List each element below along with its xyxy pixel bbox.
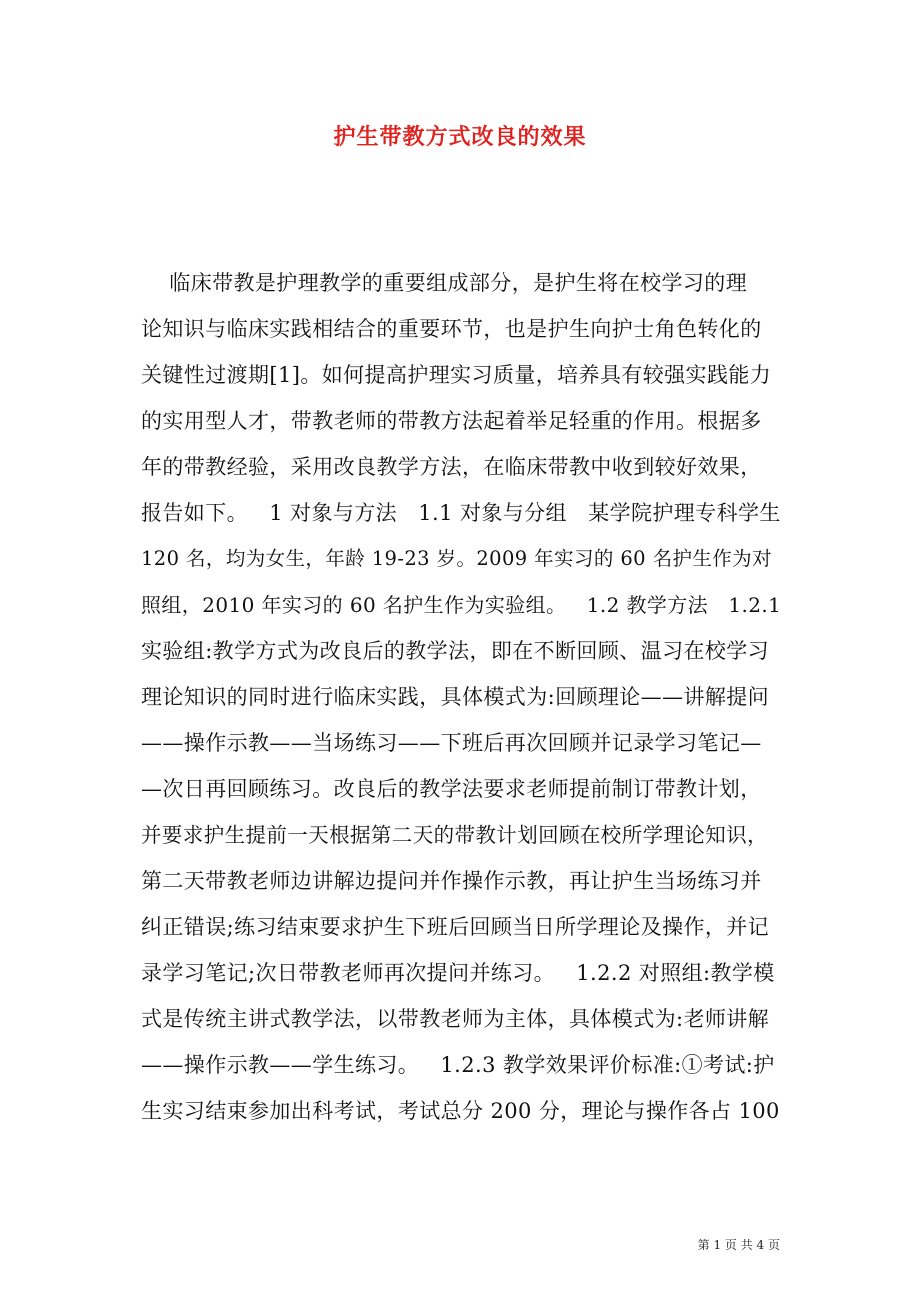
body-line: ——操作示教——当场练习——下班后再次回顾并记录学习笔记— — [141, 731, 762, 755]
body-line: ——操作示教——学生练习。 1.2.3 教学效果评价标准:①考试:护 — [141, 1053, 775, 1077]
body-line: 报告如下。 1 对象与方法 1.1 对象与分组 某学院护理专科学生 — [141, 501, 781, 525]
body-line: 的实用型人才，带教老师的带教方法起着举足轻重的作用。根据多 — [141, 409, 762, 433]
body-line: 实验组:教学方式为改良后的教学法，即在不断回顾、温习在校学习 — [141, 639, 770, 663]
body-line: 理论知识的同时进行临床实践，具体模式为:回顾理论——讲解提问 — [141, 685, 770, 709]
page-number-footer: 第 1 页 共 4 页 — [697, 1238, 780, 1252]
body-line: 录学习笔记;次日带教老师再次提问并练习。 1.2.2 对照组:教学模 — [141, 961, 775, 985]
body-line: 关键性过渡期[1]。如何提高护理实习质量，培养具有较强实践能力 — [141, 363, 772, 387]
document-title: 护生带教方式改良的效果 — [333, 124, 587, 150]
body-line: 生实习结束参加出科考试，考试总分 200 分，理论与操作各占 100 — [141, 1099, 780, 1123]
body-line: 并要求护生提前一天根据第二天的带教计划回顾在校所学理论知识， — [141, 823, 768, 847]
body-line: 第二天带教老师边讲解边提问并作操作示教，再让护生当场练习并 — [141, 869, 762, 893]
body-line: 式是传统主讲式教学法，以带教老师为主体，具体模式为:老师讲解 — [141, 1007, 770, 1031]
body-line: —次日再回顾练习。改良后的教学法要求老师提前制订带教计划， — [141, 777, 762, 801]
body-line: 120 名，均为女生，年龄 19-23 岁。2009 年实习的 60 名护生作为对 — [141, 547, 772, 570]
body-line: 照组，2010 年实习的 60 名护生作为实验组。 1.2 教学方法 1.2.1 — [141, 593, 782, 617]
body-line: 纠正错误;练习结束要求护生下班后回顾当日所学理论及操作，并记 — [141, 915, 770, 939]
body-line: 临床带教是护理教学的重要组成部分，是护生将在校学习的理 — [141, 271, 748, 295]
body-line: 年的带教经验，采用改良教学方法，在临床带教中收到较好效果， — [141, 455, 762, 479]
body-line: 论知识与临床实践相结合的重要环节，也是护生向护士角色转化的 — [141, 317, 762, 341]
